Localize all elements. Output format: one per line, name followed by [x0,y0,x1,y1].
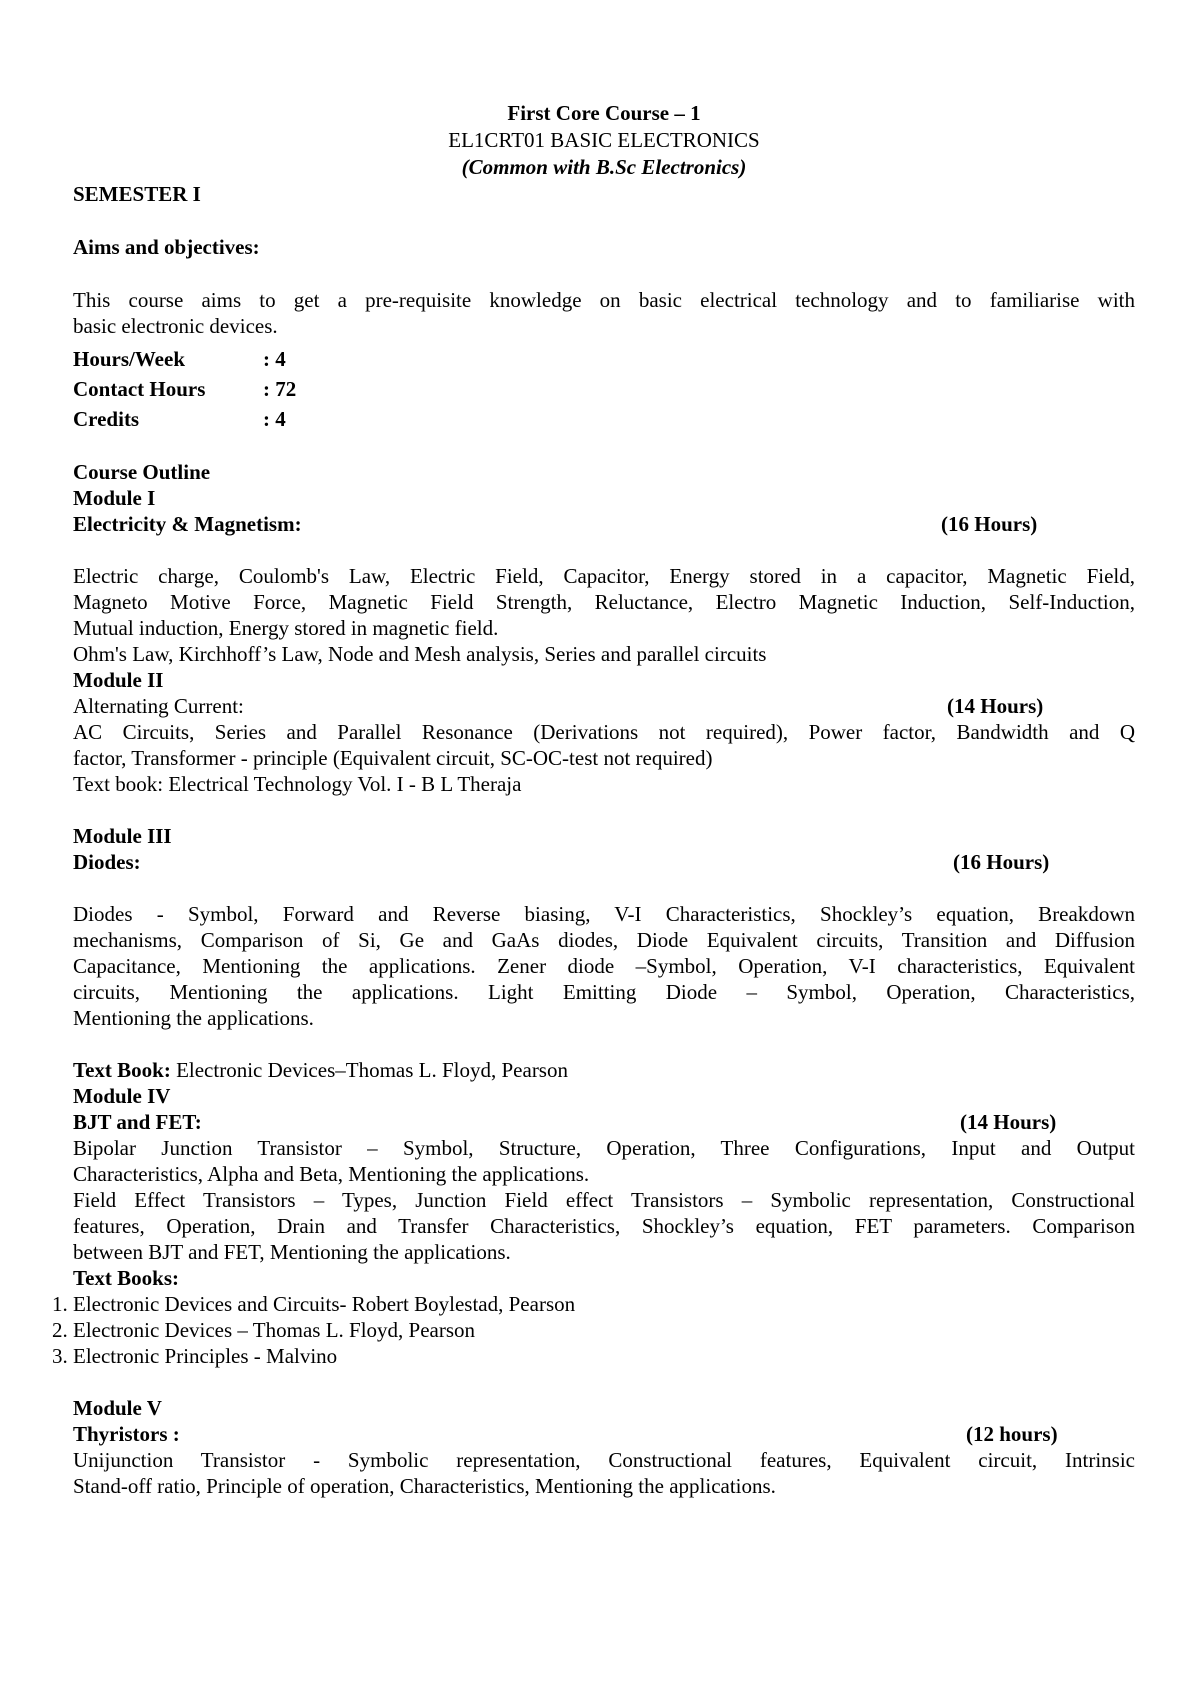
textbook-item [52,1291,575,1318]
module-5-hours: (12 hours) [966,1422,1058,1446]
aims-heading: Aims and objectives: [73,235,260,259]
aims-line-2: basic electronic devices. [73,314,278,338]
meta-credits [73,406,286,433]
module-4-line: Characteristics, Alpha and Beta, Mentioning the applications. [73,1162,590,1186]
meta-key: Contact Hours [73,377,206,401]
course-line: First Core Course – 1 [507,101,701,125]
textbook-text: Electronic Principles - Malvino [73,1344,338,1368]
module-1-line: Magneto Motive Force, Magnetic Field Strength, Reluctance, Electro Magnetic Induction, Self-Induction, [73,590,1135,614]
textbook-text: Electronic Devices–Thomas L. Floyd, Pearson [170,1058,568,1082]
module-2-hours: (14 Hours) [947,694,1044,718]
module-3-line: Capacitance, Mentioning the applications. Zener diode –Symbol, Operation, V-I characteristics, Equivalent [73,954,1135,978]
module-2-line: Text book: Electrical Technology Vol. I - B L Theraja [73,772,522,796]
module-3-line: Diodes - Symbol, Forward and Reverse biasing, V-I Characteristics, Shockley’s equation, Breakdown [73,902,1135,926]
module-3-line: mechanisms, Comparison of Si, Ge and GaAs diodes, Diode Equivalent circuits, Transition and Diffusion [73,928,1135,952]
meta-hours-week [73,346,286,373]
textbook-label: Text Book: [73,1058,171,1082]
module-3-textbook [73,1057,568,1084]
module-4-textbooks-label: Text Books: [73,1266,179,1290]
meta-key: Credits [73,407,140,431]
module-4-line: features, Operation, Drain and Transfer Characteristics, Shockley’s equation, FET parameters. Comparison [73,1214,1135,1238]
module-1-line: Electric charge, Coulomb's Law, Electric Field, Capacitor, Energy stored in a capacitor, Magnetic Field, [73,564,1135,588]
module-4-hours: (14 Hours) [960,1110,1057,1134]
module-3-line: Mentioning the applications. [73,1006,314,1030]
semester-label: SEMESTER I [73,182,201,206]
textbook-number: 1. [52,1292,68,1316]
module-3-line: circuits, Mentioning the applications. Light Emitting Diode – Symbol, Operation, Characteristics, [73,980,1135,1004]
module-5-line: Unijunction Transistor - Symbolic representation, Constructional features, Equivalent circuit, Intrinsic [73,1448,1135,1472]
meta-key: Hours/Week [73,347,186,371]
module-1-hours: (16 Hours) [941,512,1038,536]
module-4-label: Module IV [73,1084,171,1108]
module-2-line: AC Circuits, Series and Parallel Resonance (Derivations not required), Power factor, Bandwidth and Q [73,720,1135,744]
aims-line-1: This course aims to get a pre-requisite knowledge on basic electrical technology and to familiarise with [73,288,1135,312]
module-3-label: Module III [73,824,172,848]
course-outline-heading: Course Outline [73,460,211,484]
module-4-line: Bipolar Junction Transistor – Symbol, Structure, Operation, Three Configurations, Input and Output [73,1136,1135,1160]
module-5-title: Thyristors : [73,1422,180,1446]
module-5-line: Stand-off ratio, Principle of operation, Characteristics, Mentioning the applications. [73,1474,776,1498]
module-2-title: Alternating Current: [73,694,244,718]
textbook-number: 2. [52,1318,68,1342]
module-4-line: between BJT and FET, Mentioning the applications. [73,1240,511,1264]
module-5-label: Module V [73,1396,162,1420]
module-4-title: BJT and FET: [73,1110,202,1134]
module-3-title: Diodes: [73,850,141,874]
meta-value: : 4 [263,407,286,431]
textbook-number: 3. [52,1344,68,1368]
meta-value: : 72 [263,377,297,401]
module-1-line: Mutual induction, Energy stored in magnetic field. [73,616,499,640]
module-3-hours: (16 Hours) [953,850,1050,874]
course-code-title: EL1CRT01 BASIC ELECTRONICS [448,128,760,152]
module-1-title: Electricity & Magnetism: [73,512,302,536]
textbook-text: Electronic Devices – Thomas L. Floyd, Pearson [73,1318,476,1342]
module-4-line: Field Effect Transistors – Types, Junction Field effect Transistors – Symbolic representation, Constructional [73,1188,1135,1212]
textbook-text: Electronic Devices and Circuits- Robert Boylestad, Pearson [73,1292,576,1316]
meta-contact-hours [73,376,296,403]
common-with-note: (Common with B.Sc Electronics) [461,155,747,179]
meta-value: : 4 [263,347,286,371]
textbook-item [52,1343,337,1370]
module-1-line: Ohm's Law, Kirchhoff’s Law, Node and Mesh analysis, Series and parallel circuits [73,642,767,666]
textbook-item [52,1317,475,1344]
module-1-label: Module I [73,486,156,510]
module-2-label: Module II [73,668,164,692]
module-2-line: factor, Transformer - principle (Equivalent circuit, SC-OC-test not required) [73,746,713,770]
